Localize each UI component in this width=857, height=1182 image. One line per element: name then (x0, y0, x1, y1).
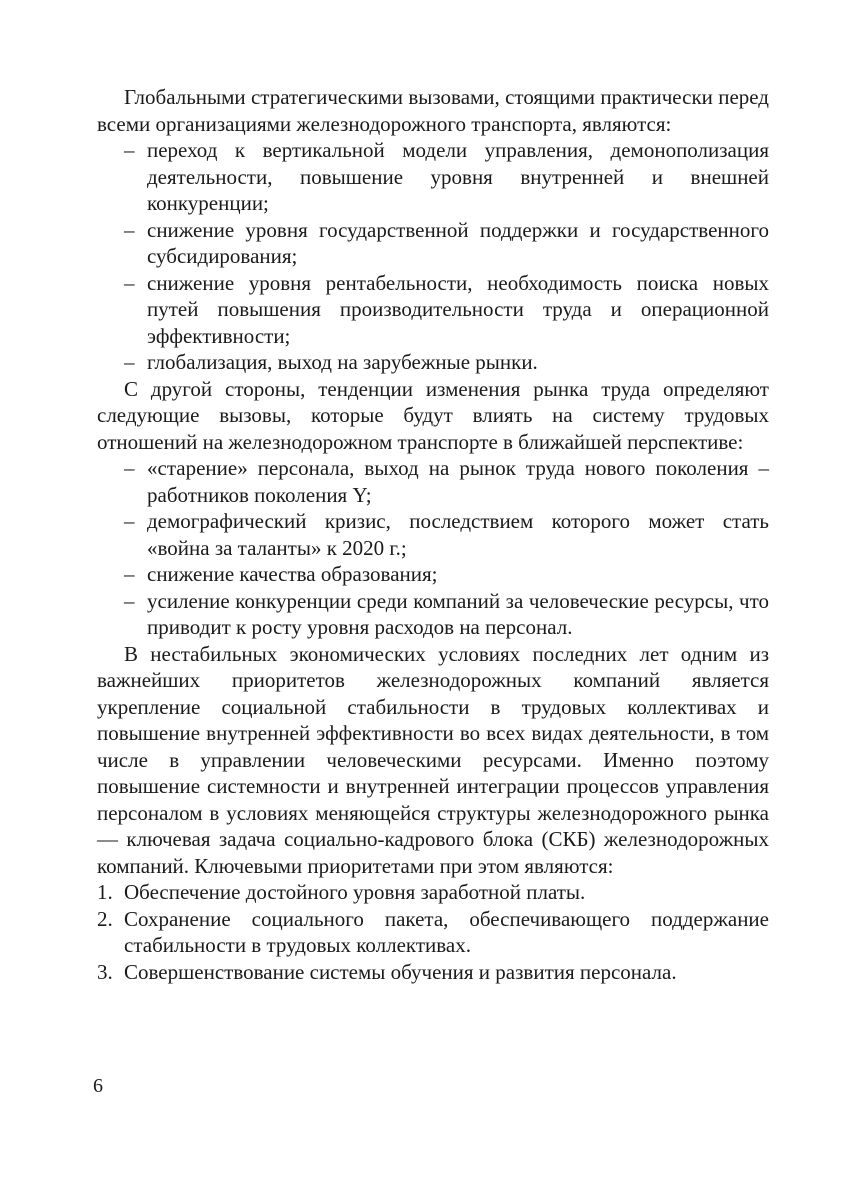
list-item (97, 455, 769, 508)
challenges-list (97, 137, 769, 376)
list-item-text: «старение» персонала, выход на рынок труда нового поколения – работников поколения Y; (147, 456, 769, 507)
page-number: 6 (93, 1075, 103, 1097)
list-item (97, 508, 769, 561)
list-number: 2. (97, 906, 113, 931)
dash-marker: – (124, 350, 135, 374)
labor-market-list (97, 455, 769, 641)
list-item-text: демографический кризис, последствием которого может стать «война за таланты» к 2020 г.; (147, 509, 769, 560)
list-item (97, 588, 769, 641)
list-number: 1. (97, 880, 113, 904)
priorities-list (97, 879, 769, 985)
list-item (97, 217, 769, 270)
list-item-text: переход к вертикальной модели управления, демонополизация деятельности, повышение уровня внутренней и внешней конкуренции; (147, 138, 769, 215)
dash-marker: – (124, 509, 135, 533)
list-item (97, 561, 769, 588)
list-item-text: Сохранение социального пакета, обеспечивающего поддержание стабильности в трудовых коллективах. (124, 906, 769, 957)
list-item (97, 137, 769, 217)
page-body (97, 84, 769, 985)
dash-marker: – (124, 217, 135, 242)
dash-marker: – (124, 456, 135, 480)
list-item (97, 906, 769, 959)
list-item-text: снижение качества образования; (147, 562, 438, 586)
paragraph-3: В нестабильных экономических условиях последних лет одним из важнейших приоритетов железнодорожных компаний является укрепление социальной стабильности в трудовых коллективах и повышение внутренней эффективности во всех видах деятельности, в том числе в управлении человеческими ресурсами. Именно поэтому повышение системности и внутренней интеграции процессов управления персоналом в условиях меняющейся структуры железнодорожного рынка — ключевая задача социально-кадрового блока (СКБ) железнодорожных компаний. Ключевыми приоритетами при этом являются: (97, 641, 769, 878)
dash-marker: – (124, 138, 135, 162)
list-item (97, 959, 769, 986)
paragraph-1: Глобальными стратегическими вызовами, стоящими практически перед всеми организациями железнодорожного транспорта, являются: (97, 85, 769, 136)
list-number: 3. (97, 959, 113, 984)
list-item-text: снижение уровня рентабельности, необходимость поиска новых путей повышения производительности труда и операционной эффективности; (147, 270, 769, 348)
list-item-text: глобализация, выход на зарубежные рынки. (147, 350, 538, 374)
paragraph-2: С другой стороны, тенденции изменения рынка труда определяют следующие вызовы, которые будут влиять на систему трудовых отношений на железнодорожном транспорте в ближайшей перспективе: (97, 376, 769, 454)
list-item-text: Обеспечение достойного уровня заработной платы. (124, 880, 586, 904)
list-item-text: Совершенствование системы обучения и развития персонала. (124, 959, 677, 984)
dash-marker: – (124, 562, 135, 586)
list-item-text: снижение уровня государственной поддержки и государственного субсидирования; (147, 217, 769, 268)
list-item-text: усиление конкуренции среди компаний за человеческие ресурсы, что приводит к росту уровня расходов на персонал. (147, 588, 769, 639)
list-item (97, 349, 769, 376)
dash-marker: – (124, 270, 135, 295)
dash-marker: – (124, 588, 135, 613)
list-item (97, 270, 769, 350)
list-item (97, 879, 769, 906)
